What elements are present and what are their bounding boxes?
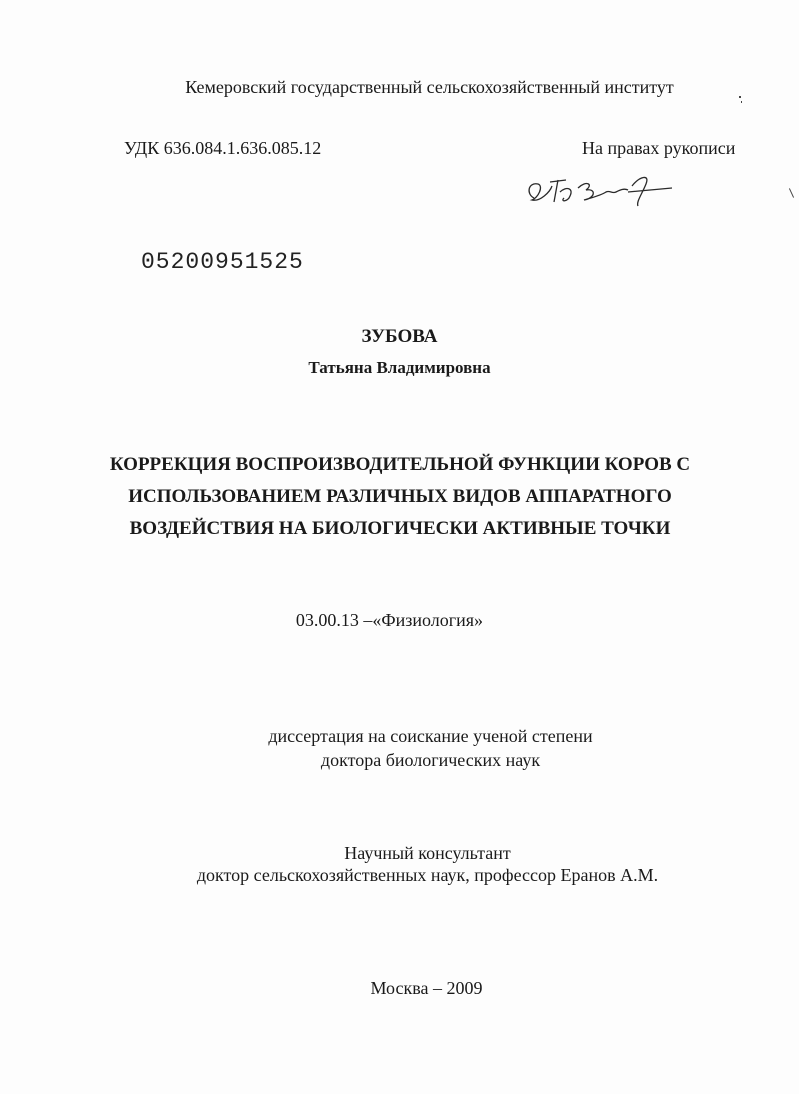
author-surname: ЗУБОВА (361, 326, 438, 347)
specialty-code: 03.00.13 –«Физиология» (295, 610, 484, 630)
manuscript-rights-note: На правах рукописи (582, 138, 736, 158)
signature-icon (520, 168, 680, 212)
udk-code: УДК 636.084.1.636.085.12 (124, 138, 322, 158)
city-year: Москва – 2009 (370, 978, 483, 998)
consultant-label: Научный консультант (344, 843, 511, 863)
scan-speck (739, 96, 741, 98)
dissertation-title (0, 449, 799, 545)
consultant-name: доктор сельскохозяйственных наук, профессор Еранов А.М. (196, 865, 659, 885)
degree-line-1: диссертация на соискание ученой степени (268, 726, 593, 746)
scan-speck (789, 188, 794, 197)
title-line: КОРРЕКЦИЯ ВОСПРОИЗВОДИТЕЛЬНОЙ ФУНКЦИИ КОРОВ С (109, 454, 691, 475)
archive-number: 05200951525 (141, 249, 304, 275)
scan-speck (741, 101, 742, 103)
title-line: ВОЗДЕЙСТВИЯ НА БИОЛОГИЧЕСКИ АКТИВНЫЕ ТОЧКИ (129, 518, 671, 539)
degree-line-2: доктора биологических наук (320, 750, 541, 770)
institute-name: Кемеровский государственный сельскохозяйственный институт (185, 77, 674, 97)
author-given-names: Татьяна Владимировна (308, 358, 491, 377)
title-line: ИСПОЛЬЗОВАНИЕМ РАЗЛИЧНЫХ ВИДОВ АППАРАТНОГО (128, 486, 672, 507)
